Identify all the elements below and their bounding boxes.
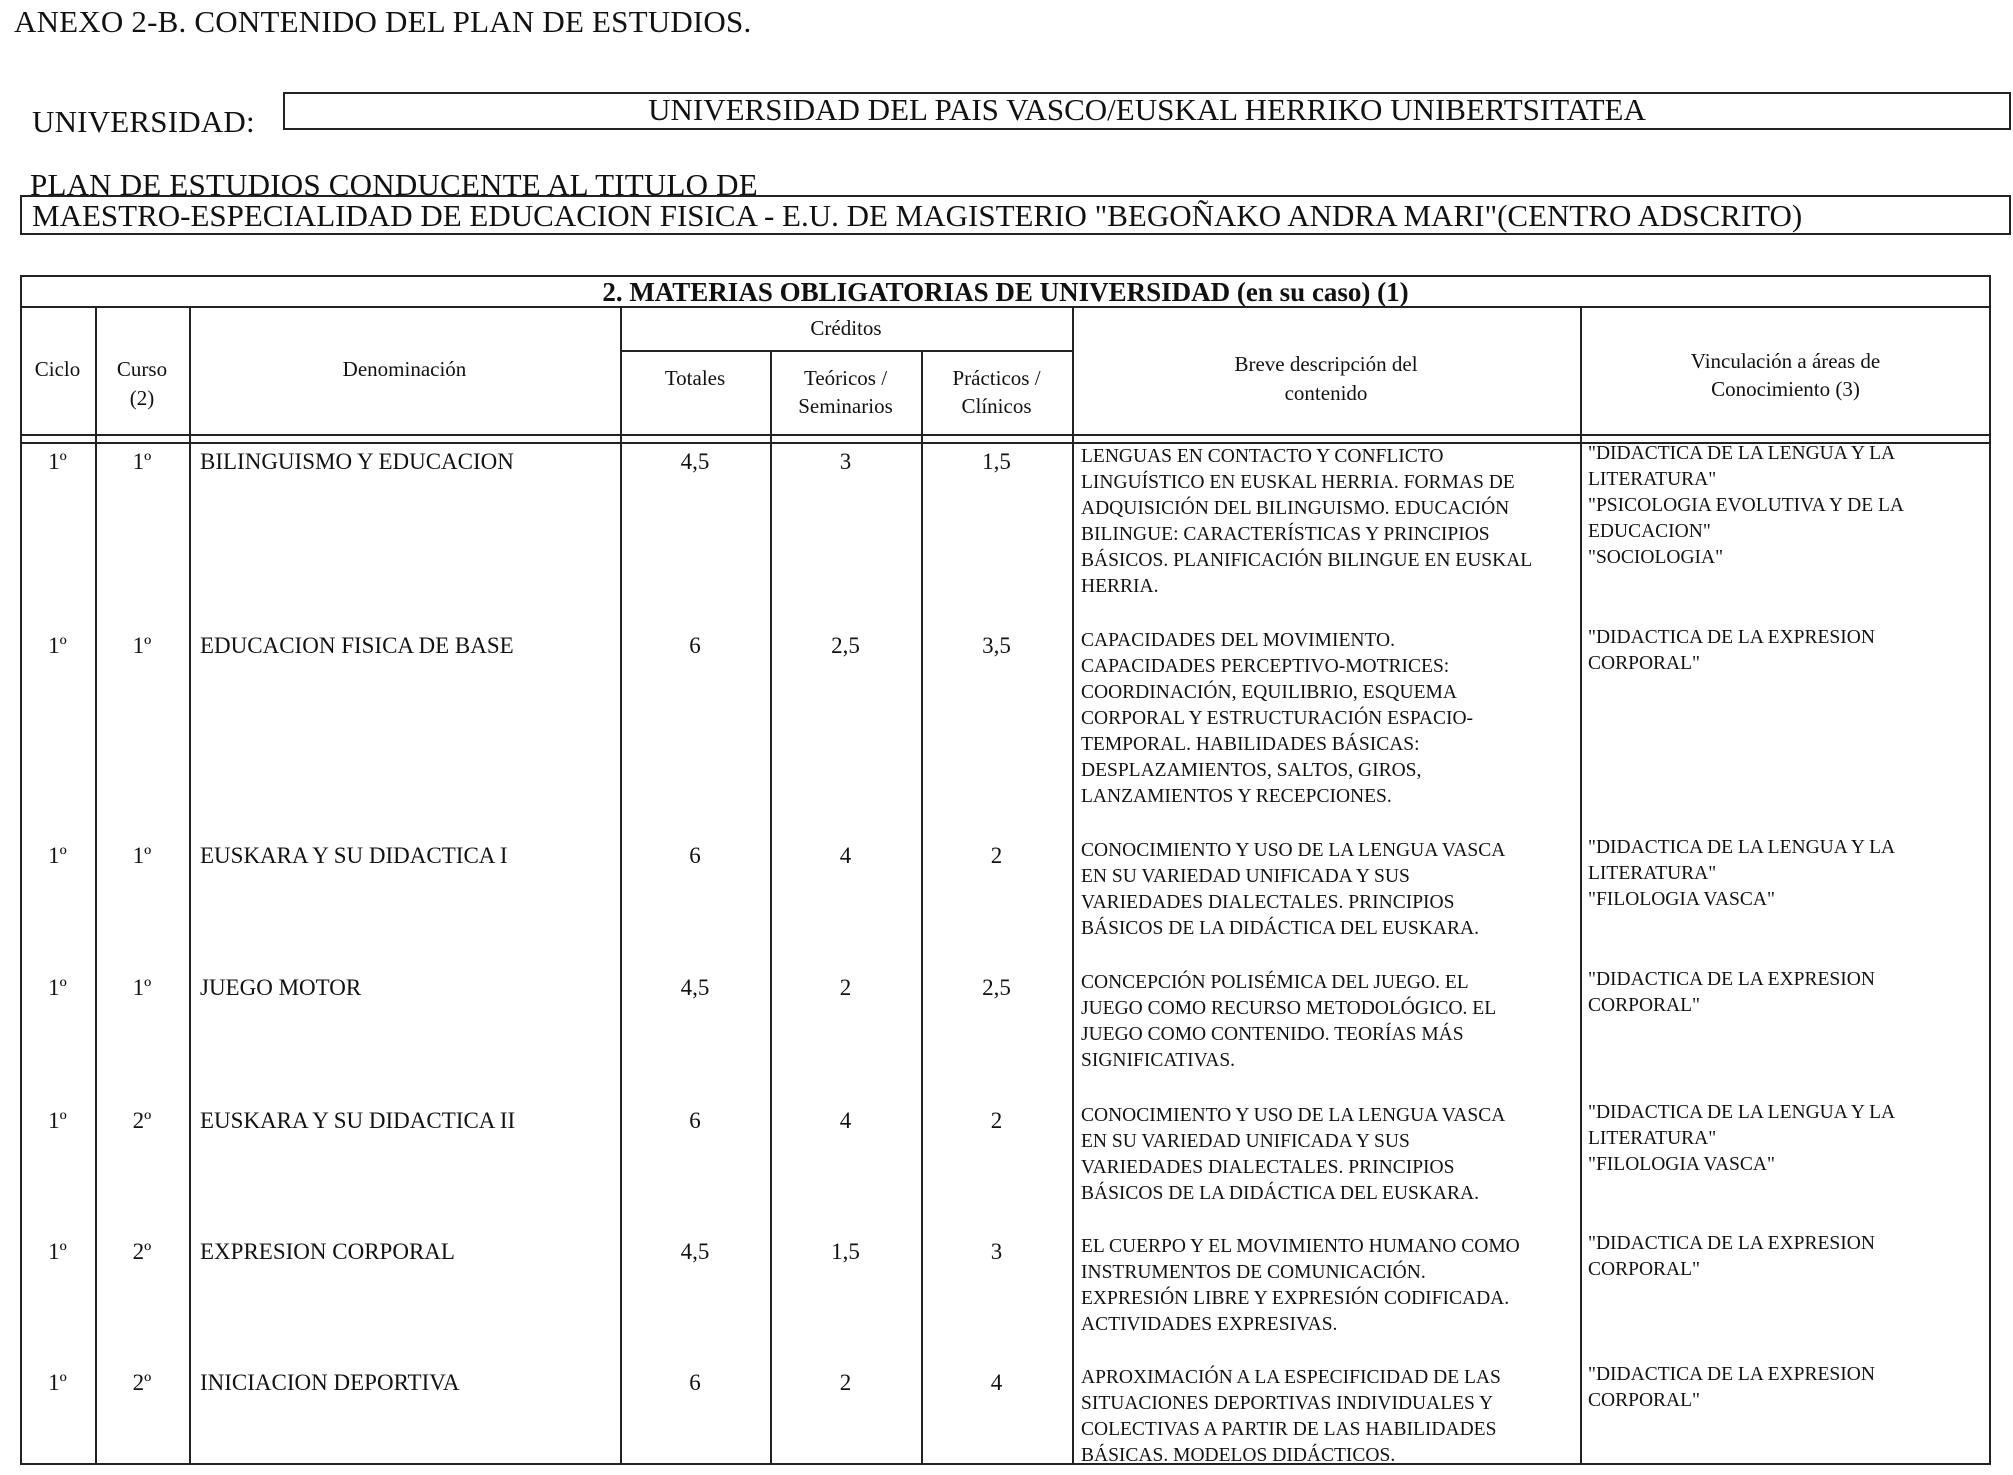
- cell-ciclo: 1º: [48, 1239, 67, 1264]
- cell-descripcion-line: COORDINACIÓN, EQUILIBRIO, ESQUEMA: [1081, 682, 1457, 703]
- cell-vinculacion-line: "PSICOLOGIA EVOLUTIVA Y DE LA: [1588, 495, 1904, 516]
- header-clinicos: Clínicos: [961, 394, 1032, 418]
- header-descripcion-2: contenido: [1284, 381, 1368, 405]
- cell-denominacion: JUEGO MOTOR: [200, 975, 362, 1000]
- cell-totales: 6: [689, 843, 701, 868]
- cell-denominacion: INICIACION DEPORTIVA: [200, 1370, 460, 1395]
- cell-descripcion-line: DESPLAZAMIENTOS, SALTOS, GIROS,: [1081, 760, 1422, 781]
- cell-descripcion-line: INSTRUMENTOS DE COMUNICACIÓN.: [1081, 1262, 1426, 1283]
- cell-vinculacion-line: "DIDACTICA DE LA EXPRESION: [1588, 1364, 1875, 1385]
- cell-vinculacion-line: LITERATURA": [1588, 1128, 1717, 1149]
- universidad-value-box: [283, 92, 2011, 130]
- table-rule: [189, 306, 191, 1465]
- cell-practicos: 3: [990, 1239, 1003, 1264]
- cell-teoricos: 4: [839, 843, 852, 868]
- cell-totales: 6: [689, 633, 701, 658]
- cell-vinculacion-line: CORPORAL": [1588, 1390, 1700, 1411]
- cell-descripcion-line: COLECTIVAS A PARTIR DE LAS HABILIDADES: [1081, 1419, 1497, 1440]
- cell-descripcion-line: ADQUISICIÓN DEL BILINGUISMO. EDUCACIÓN: [1081, 498, 1510, 519]
- cell-descripcion-line: BILINGUE: CARACTERÍSTICAS Y PRINCIPIOS: [1081, 524, 1490, 545]
- header-ciclo: Ciclo: [34, 357, 81, 381]
- header-teoricos: Teóricos /: [803, 366, 888, 390]
- annex-title: ANEXO 2-B. CONTENIDO DEL PLAN DE ESTUDIOS.: [14, 4, 752, 39]
- cell-descripcion-line: JUEGO COMO RECURSO METODOLÓGICO. EL: [1081, 998, 1497, 1019]
- cell-denominacion: EDUCACION FISICA DE BASE: [200, 633, 514, 658]
- cell-descripcion-line: CAPACIDADES PERCEPTIVO-MOTRICES:: [1081, 656, 1450, 677]
- cell-descripcion-line: APROXIMACIÓN A LA ESPECIFICIDAD DE LAS: [1081, 1367, 1501, 1388]
- cell-descripcion-line: VARIEDADES DIALECTALES. PRINCIPIOS: [1081, 1157, 1455, 1178]
- header-vinculacion: Vinculación a áreas de: [1690, 349, 1881, 373]
- cell-descripcion-line: CAPACIDADES DEL MOVIMIENTO.: [1081, 630, 1395, 651]
- cell-curso: 2º: [132, 1239, 152, 1264]
- cell-teoricos: 2: [839, 1370, 852, 1395]
- cell-denominacion: EUSKARA Y SU DIDACTICA I: [200, 843, 508, 868]
- table-rule: [620, 306, 622, 1465]
- cell-descripcion-line: BÁSICOS. PLANIFICACIÓN BILINGUE EN EUSKAL: [1081, 550, 1533, 571]
- cell-totales: 4,5: [680, 975, 710, 1000]
- cell-vinculacion-line: "SOCIOLOGIA": [1588, 547, 1724, 568]
- table-rule: [1072, 306, 1074, 1465]
- header-descripcion: Breve descripción del: [1234, 352, 1418, 376]
- cell-descripcion-line: LINGUÍSTICO EN EUSKAL HERRIA. FORMAS DE: [1081, 472, 1515, 493]
- cell-ciclo: 1º: [48, 1108, 67, 1133]
- cell-descripcion-line: BÁSICOS DE LA DIDÁCTICA DEL EUSKARA.: [1081, 1183, 1479, 1204]
- table-rule: [770, 350, 772, 1465]
- cell-descripcion-line: EN SU VARIEDAD UNIFICADA Y SUS: [1081, 866, 1410, 887]
- cell-curso: 1º: [132, 975, 152, 1000]
- cell-descripcion-line: EN SU VARIEDAD UNIFICADA Y SUS: [1081, 1131, 1410, 1152]
- table-rule: [620, 350, 1072, 352]
- cell-vinculacion-line: "DIDACTICA DE LA EXPRESION: [1588, 627, 1875, 648]
- universidad-value: UNIVERSIDAD DEL PAIS VASCO/EUSKAL HERRIKO UNIBERTSITATEA: [648, 92, 1646, 127]
- cell-curso: 2º: [132, 1370, 152, 1395]
- header-creditos: Créditos: [810, 316, 882, 340]
- table-rule: [20, 434, 1991, 436]
- cell-descripcion-line: SITUACIONES DEPORTIVAS INDIVIDUALES Y: [1081, 1393, 1494, 1414]
- cell-descripcion-line: HERRIA.: [1081, 576, 1159, 597]
- table-rule: [1580, 306, 1582, 1465]
- cell-totales: 4,5: [680, 449, 710, 474]
- cell-ciclo: 1º: [48, 449, 67, 474]
- header-curso-note: (2): [129, 386, 155, 410]
- cell-vinculacion-line: "DIDACTICA DE LA EXPRESION: [1588, 1233, 1875, 1254]
- plan-value: MAESTRO-ESPECIALIDAD DE EDUCACION FISICA - E.U. DE MAGISTERIO "BEGOÑAKO ANDRA MARI"(CENTRO ADSCRITO): [32, 198, 1803, 233]
- cell-curso: 1º: [132, 843, 152, 868]
- cell-practicos: 4: [990, 1370, 1003, 1395]
- cell-vinculacion-line: CORPORAL": [1588, 995, 1700, 1016]
- header-practicos: Prácticos /: [952, 366, 1041, 390]
- cell-descripcion-line: TEMPORAL. HABILIDADES BÁSICAS:: [1081, 734, 1420, 755]
- cell-denominacion: EUSKARA Y SU DIDACTICA II: [200, 1108, 516, 1133]
- cell-practicos: 2: [990, 1108, 1003, 1133]
- cell-vinculacion-line: "DIDACTICA DE LA LENGUA Y LA: [1588, 443, 1896, 464]
- cell-curso: 1º: [132, 633, 152, 658]
- cell-vinculacion-line: CORPORAL": [1588, 1259, 1700, 1280]
- cell-vinculacion-line: LITERATURA": [1588, 863, 1717, 884]
- cell-vinculacion-line: EDUCACION": [1588, 521, 1711, 542]
- cell-teoricos: 4: [839, 1108, 852, 1133]
- cell-descripcion-line: CONOCIMIENTO Y USO DE LA LENGUA VASCA: [1081, 1105, 1506, 1126]
- cell-descripcion-line: JUEGO COMO CONTENIDO. TEORÍAS MÁS: [1081, 1024, 1464, 1045]
- cell-descripcion-line: BÁSICOS DE LA DIDÁCTICA DEL EUSKARA.: [1081, 918, 1479, 939]
- cell-totales: 6: [689, 1108, 701, 1133]
- cell-descripcion-line: EXPRESIÓN LIBRE Y EXPRESIÓN CODIFICADA.: [1081, 1288, 1510, 1309]
- cell-descripcion-line: CONCEPCIÓN POLISÉMICA DEL JUEGO. EL: [1081, 972, 1469, 993]
- header-seminarios: Seminarios: [798, 394, 893, 418]
- cell-vinculacion-line: "DIDACTICA DE LA LENGUA Y LA: [1588, 837, 1896, 858]
- cell-descripcion-line: SIGNIFICATIVAS.: [1081, 1050, 1236, 1071]
- cell-practicos: 1,5: [982, 449, 1011, 474]
- cell-vinculacion-line: CORPORAL": [1588, 653, 1700, 674]
- plan-value-box: [20, 195, 2011, 235]
- cell-descripcion-line: EL CUERPO Y EL MOVIMIENTO HUMANO COMO: [1081, 1236, 1520, 1257]
- cell-practicos: 2,5: [982, 975, 1011, 1000]
- cell-vinculacion-line: "FILOLOGIA VASCA": [1588, 889, 1775, 910]
- cell-totales: 4,5: [680, 1239, 710, 1264]
- cell-descripcion-line: VARIEDADES DIALECTALES. PRINCIPIOS: [1081, 892, 1455, 913]
- cell-descripcion-line: LANZAMIENTOS Y RECEPCIONES.: [1081, 786, 1392, 807]
- cell-denominacion: EXPRESION CORPORAL: [200, 1239, 455, 1264]
- cell-ciclo: 1º: [48, 843, 67, 868]
- cell-descripcion-line: LENGUAS EN CONTACTO Y CONFLICTO: [1081, 446, 1444, 467]
- cell-teoricos: 2: [839, 975, 852, 1000]
- section-title: 2. MATERIAS OBLIGATORIAS DE UNIVERSIDAD (en su caso) (1): [602, 277, 1409, 307]
- cell-practicos: 3,5: [982, 633, 1011, 658]
- universidad-label: UNIVERSIDAD:: [32, 104, 255, 139]
- table-rule: [95, 306, 97, 1465]
- cell-descripcion-line: CORPORAL Y ESTRUCTURACIÓN ESPACIO-: [1081, 708, 1474, 729]
- cell-ciclo: 1º: [48, 975, 67, 1000]
- cell-denominacion: BILINGUISMO Y EDUCACION: [200, 449, 514, 474]
- cell-teoricos: 2,5: [831, 633, 860, 658]
- cell-vinculacion-line: "FILOLOGIA VASCA": [1588, 1154, 1775, 1175]
- cell-curso: 1º: [132, 449, 152, 474]
- header-curso: Curso: [116, 357, 168, 381]
- cell-vinculacion-line: LITERATURA": [1588, 469, 1717, 490]
- plan-label: PLAN DE ESTUDIOS CONDUCENTE AL TITULO DE: [30, 167, 758, 202]
- cell-teoricos: 1,5: [831, 1239, 860, 1264]
- cell-curso: 2º: [132, 1108, 152, 1133]
- cell-descripcion-line: CONOCIMIENTO Y USO DE LA LENGUA VASCA: [1081, 840, 1506, 861]
- cell-ciclo: 1º: [48, 633, 67, 658]
- cell-practicos: 2: [990, 843, 1003, 868]
- cell-vinculacion-line: "DIDACTICA DE LA LENGUA Y LA: [1588, 1102, 1896, 1123]
- header-denominacion: Denominación: [342, 357, 467, 381]
- table-rule: [20, 306, 1991, 308]
- cell-vinculacion-line: "DIDACTICA DE LA EXPRESION: [1588, 969, 1875, 990]
- header-totales: Totales: [664, 366, 726, 390]
- cell-ciclo: 1º: [48, 1370, 67, 1395]
- cell-totales: 6: [689, 1370, 701, 1395]
- cell-descripcion-line: ACTIVIDADES EXPRESIVAS.: [1081, 1314, 1338, 1335]
- header-vinculacion-2: Conocimiento (3): [1711, 377, 1860, 401]
- table-rule: [921, 350, 923, 1465]
- cell-descripcion-line: BÁSICAS. MODELOS DIDÁCTICOS.: [1081, 1445, 1396, 1466]
- cell-teoricos: 3: [839, 449, 852, 474]
